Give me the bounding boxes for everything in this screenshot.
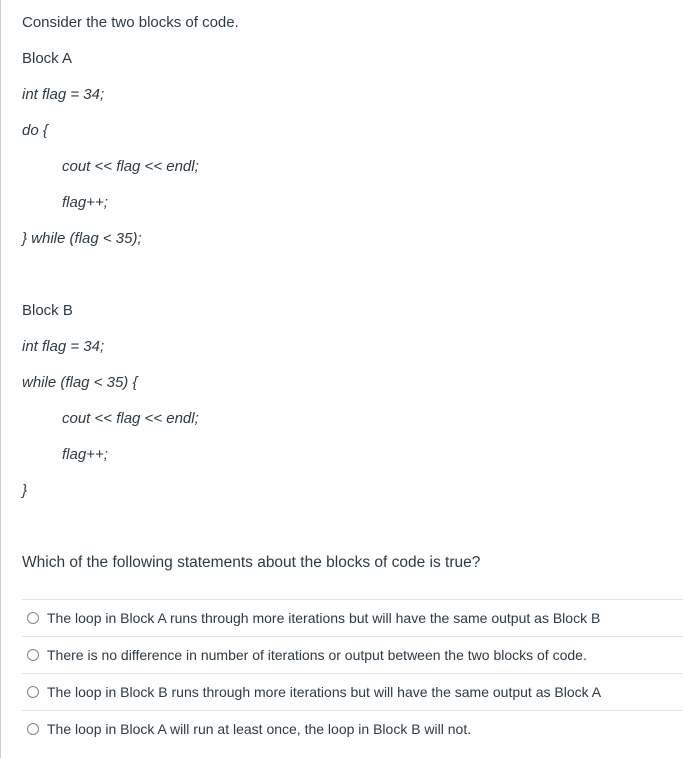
radio-button[interactable]	[27, 612, 39, 624]
answer-option[interactable]	[22, 599, 683, 636]
block-a-code-line: int flag = 34;	[22, 86, 105, 103]
block-a-code-line: flag++;	[62, 194, 108, 211]
question-intro: Consider the two blocks of code.	[22, 14, 239, 31]
block-b-label: Block B	[22, 302, 73, 319]
answer-option[interactable]	[22, 673, 683, 710]
answer-list	[22, 599, 683, 747]
block-a-code-line: } while (flag < 35);	[22, 230, 142, 247]
answer-label[interactable]: The loop in Block A will run at least once, the loop in Block B will not.	[47, 721, 472, 737]
question-prompt: Which of the following statements about the blocks of code is true?	[22, 554, 481, 571]
answer-option[interactable]	[22, 636, 683, 673]
block-a-label: Block A	[22, 50, 73, 67]
block-a-code-line: cout << flag << endl;	[62, 158, 199, 175]
answer-label[interactable]: There is no difference in number of iterations or output between the two blocks of code.	[47, 647, 587, 663]
radio-button[interactable]	[27, 649, 39, 661]
block-a-code-line: do {	[22, 122, 48, 139]
block-b-code-line: cout << flag << endl;	[62, 410, 199, 427]
block-b-code-line: while (flag < 35) {	[22, 374, 138, 391]
answer-label[interactable]: The loop in Block B runs through more iterations but will have the same output as Block A	[47, 684, 602, 700]
block-b-code-line: flag++;	[62, 446, 108, 463]
answer-option[interactable]	[22, 710, 683, 747]
radio-button[interactable]	[27, 686, 39, 698]
block-b-code-line: int flag = 34;	[22, 338, 105, 355]
answer-label[interactable]: The loop in Block A runs through more iterations but will have the same output as Block B	[47, 610, 601, 626]
radio-button[interactable]	[27, 723, 39, 735]
block-b-code-line: }	[22, 482, 28, 499]
